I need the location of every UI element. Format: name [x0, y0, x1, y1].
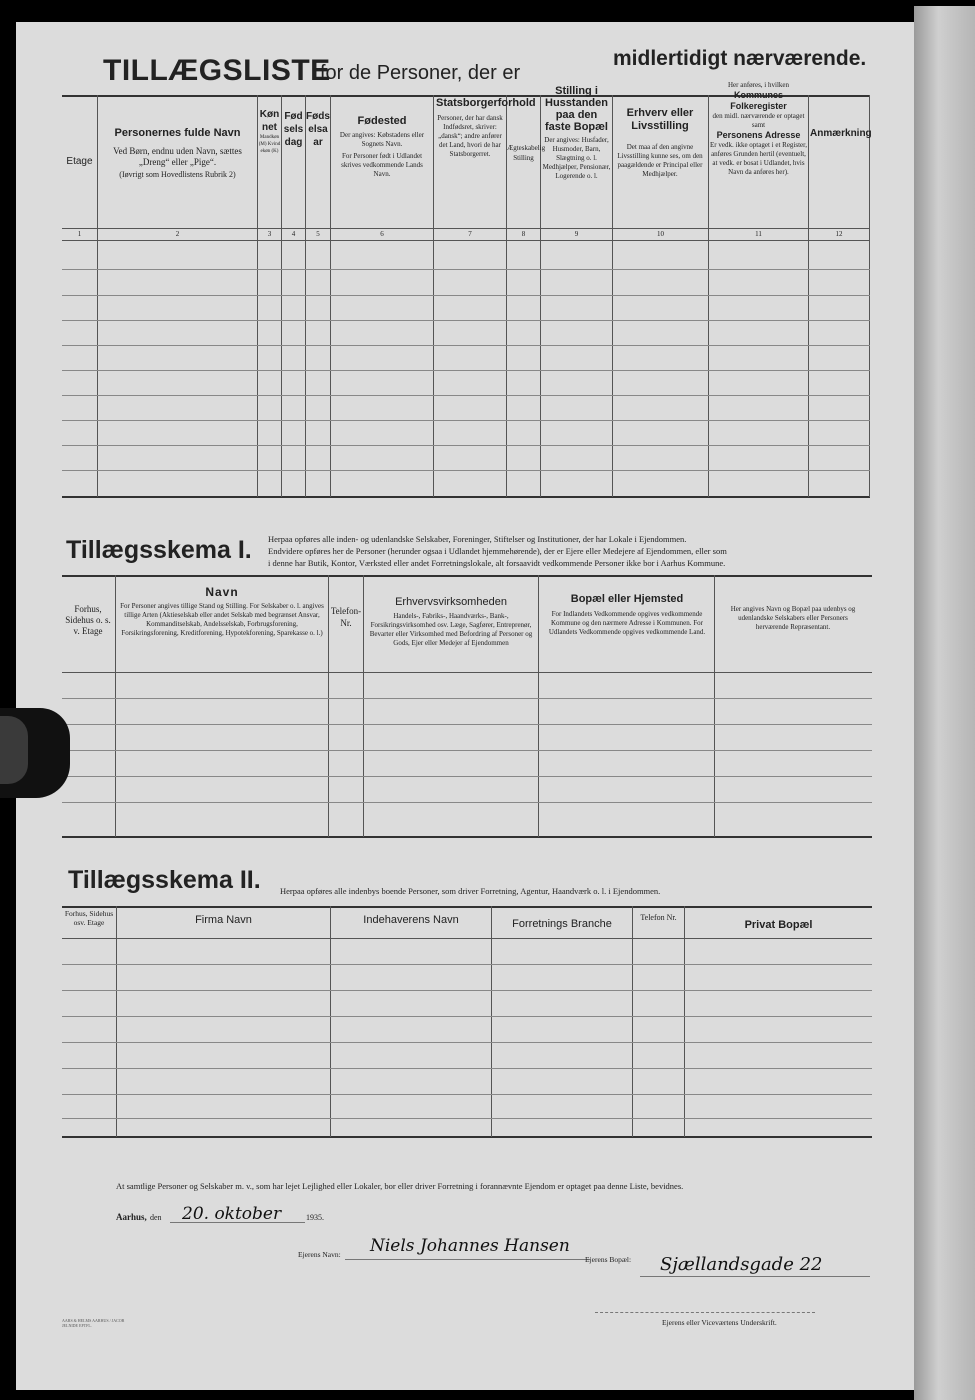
footer-den: den: [150, 1213, 162, 1222]
skema2-col-etage: Forhus, Sidehus osv. Etage: [64, 909, 114, 927]
col-num-10: 10: [657, 230, 664, 238]
col-num-9: 9: [574, 230, 579, 238]
owner-address-handwritten: Sjællandsgade 22: [660, 1254, 823, 1275]
owner-name-label: Ejerens Navn:: [298, 1250, 341, 1259]
col-birthyear-header: Fødselsaar: [306, 111, 330, 148]
col-num-5: 5: [316, 230, 320, 238]
col-name-header: Personernes fulde Navn Ved Børn, endnu uden Navn, sættes „Dreng“ eller „Pige“. (Iøvrigt som Hovedlistens Rubrik 2): [113, 127, 242, 179]
col-num-2: 2: [175, 230, 180, 238]
next-page-edge: [914, 6, 975, 1400]
owner-address-label: Ejerens Bopæl:: [585, 1255, 632, 1264]
main-title: TILLÆGSLISTE: [103, 54, 331, 87]
footer-statement: At samtlige Personer og Selskaber m. v., som har lejet Lejlighed eller Lokaler, bor eller driver Forretning i forannævnte Ejendom er optaget paa denne Liste, bevidnes.: [116, 1181, 684, 1191]
skema1-col-bopael: Bopæl eller Hjemsted For Indlandets Vedkommende opgives vedkommende Kommune og den nærmere Adresse i Kommunen. For Udlandets Vedkommende opgives vedkommende Land.: [548, 593, 706, 636]
col-gender-header: Kønnet Mandkøn (M) Kvindekøn (K): [258, 109, 281, 154]
skema1-col-navn: Navn For Personer angives tillige Stand og Stilling. For Selskaber o. l. angives tillige Arten (Aktieselskab eller andet Selskab med begrænset Ansvar, Kommanditselskab, Andelsselskab, Forbrugsforening, Forsikringsforening, Kreditforening, Hypotekforening, Sparekasse o. l.): [120, 585, 324, 637]
col-num-1: 1: [77, 230, 82, 238]
footer-place: Aarhus,: [116, 1212, 147, 1222]
col-num-7: 7: [468, 230, 472, 238]
footer-date-handwritten: 20. oktober: [182, 1204, 282, 1224]
col-etage-header: Etage: [66, 156, 93, 167]
col-num-4: 4: [291, 230, 296, 238]
skema1-title: Tillægsskema I.: [66, 536, 252, 564]
col-marital-header: Ægteskabelig Stilling: [507, 144, 546, 162]
skema2-col-bopael: Privat Bopæl: [744, 919, 813, 931]
col-occupation-header: Erhverv eller Livsstilling Det maa af den angivne Livsstilling kunne ses, om den paagældende er Principal eller Medhjælper.: [617, 107, 703, 178]
col-household-header: Stilling i Husstanden paa den faste Bopæl Der angives: Husfader, Husmoder, Barn, Slægtning o. l. Medhjælper, Pensionær, Logerende o. l.: [542, 85, 611, 180]
main-title-bold: midlertidigt nærværende.: [613, 47, 867, 70]
col-register-header: Her anføres, i hvilken Kommunes Folkeregister den midl. nærværende er optaget samt Personens Adresse Er vedk. ikke optaget i et Register, anføres Grunden hertil (eventuelt, at vedk. er bosat i Udlandet, hvis Navn da anføres her).: [710, 81, 807, 176]
footer-year: 1935.: [306, 1213, 324, 1222]
skema2-col-indehaver: Indehaverens Navn: [363, 914, 459, 926]
skema1-col-etage: Forhus, Sidehus o. s. v. Etage: [65, 604, 111, 636]
col-num-8: 8: [521, 230, 526, 238]
col-remarks-header: Anmærkning: [810, 128, 872, 139]
col-num-3: 3: [267, 230, 272, 238]
col-num-6: 6: [380, 230, 384, 238]
binder-clip-inner: [0, 716, 28, 784]
skema2-col-telefon: Telefon Nr.: [640, 913, 677, 922]
skema1-col-telefon: Telefon-Nr.: [330, 606, 362, 628]
signature-label: Ejerens eller Viceværtens Underskrift.: [662, 1318, 777, 1327]
skema2-intro: Herpaa opføres alle indenbys boende Personer, som driver Forretning, Agentur, Haandværk o. l. i Ejendommen.: [280, 886, 661, 896]
skema1-intro: Herpaa opføres alle inden- og udenlandske Selskaber, Foreninger, Stiftelser og Institutioner, der har Lokale i Ejendommen. Endvidere opføres her de Personer (herunder ogsaa i Udlandet hjemmehørende), der er Ejere eller Medejere af Ejendommen, eller som i denne har Butik, Kontor, Værksted eller andet Forretningslokale, alt forsaavidt vedkommende Personer ikke bor i Aarhus Kommune.: [268, 534, 727, 568]
skema2-col-firma: Firma Navn: [195, 914, 252, 926]
col-citizenship-header: Statsborgerforhold Personer, der har dansk Indfødsret, skriver: „dansk“; andre anfører det Land, hvori de har Statsborgerret.: [436, 97, 536, 158]
skema2-col-branche: Forretnings Branche: [512, 918, 612, 930]
owner-name-handwritten: Niels Johannes Hansen: [370, 1236, 570, 1256]
skema1-col-repraesentant: Her angives Navn og Bopæl paa udenbys og udenlandske Selskabers eller Personers herværende Repræsentant.: [730, 605, 856, 631]
printer-mark: AARS & HELMS AARHUS / JACOB JELNIDE EFTFL.: [62, 1318, 125, 1328]
col-birthday-header: Fødselsdag: [283, 111, 304, 148]
col-num-11: 11: [755, 230, 762, 238]
skema1-col-erhverv: Erhvervsvirksomheden Handels-, Fabriks-, Haandværks-, Bank-, Forsikringsvirksomhed osv. Læge, Sagfører, Entreprenør, Bevarter eller Virksomhed med Befordring af Personer og Gods, Ejer eller Medejer af Ejendommen: [369, 596, 533, 647]
col-birthplace-header: Fødested Der angives: Købstadens eller Sognets Navn. For Personer født i Udlandet skrives vedkommende Lands Navn.: [339, 115, 425, 178]
col-num-12: 12: [835, 230, 843, 238]
skema2-title: Tillægsskema II.: [68, 866, 261, 894]
main-title-rest: for de Personer, der er: [320, 62, 521, 84]
